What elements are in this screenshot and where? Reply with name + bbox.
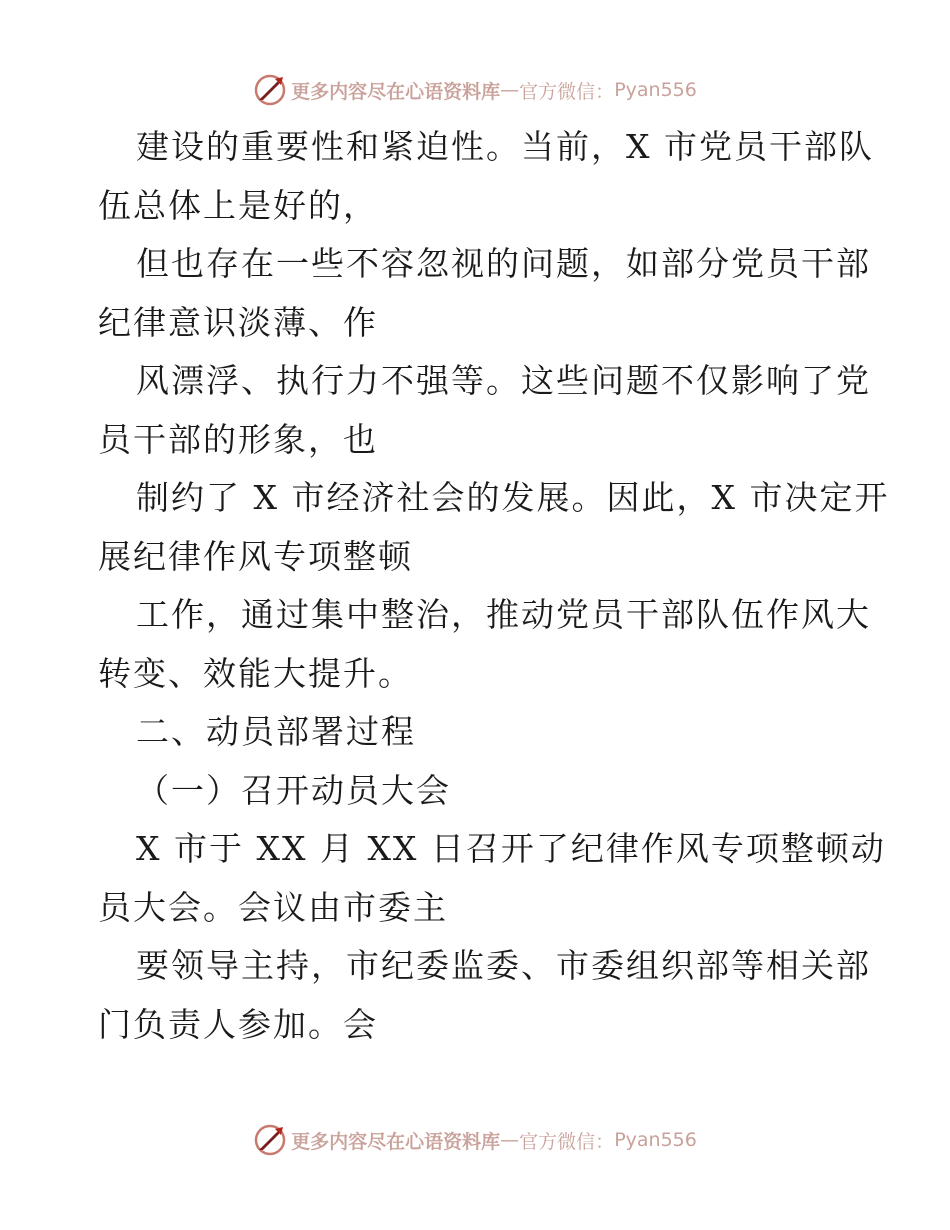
text-line: 风漂浮、执行力不强等。这些问题不仅影响了党 [136, 361, 871, 400]
watermark-dash: — [500, 79, 520, 101]
watermark-dash: — [500, 1129, 520, 1151]
watermark-site-text: 更多内容尽在心语资料库 [291, 80, 501, 103]
subsection-heading: （一）召开动员大会 [136, 770, 451, 810]
footer-watermark [0, 1120, 950, 1160]
quill-pen-logo-icon [253, 1123, 287, 1157]
watermark-wechat-label: 官方微信： [519, 1130, 615, 1153]
text-line: X 市于 XX 月 XX 日召开了纪律作风专项整顿动 [136, 829, 886, 868]
document-body [98, 118, 890, 1054]
text-line: 建设的重要性和紧迫性。当前，X 市党员干部队 [136, 127, 874, 166]
text-line: 展纪律作风专项整顿 [98, 536, 413, 576]
text-line: 要领导主持，市纪委监委、市委组织部等相关部 [136, 946, 871, 985]
section-heading: 二、动员部署过程 [136, 712, 416, 751]
watermark-site-text: 更多内容尽在心语资料库 [291, 1130, 501, 1153]
text-line: 纪律意识淡薄、作 [98, 302, 378, 342]
watermark-wechat-label: 官方微信： [519, 80, 615, 103]
quill-pen-logo-icon [253, 73, 287, 107]
text-line: 伍总体上是好的， [98, 185, 378, 225]
header-watermark [0, 70, 950, 110]
watermark-wechat-id: Pyan556 [614, 1129, 697, 1151]
text-line: 转变、效能大提升。 [98, 653, 413, 693]
text-line: 员大会。会议由市委主 [98, 887, 448, 927]
text-line: 但也存在一些不容忽视的问题，如部分党员干部 [136, 244, 871, 283]
text-line: 门负责人参加。会 [98, 1004, 378, 1044]
text-line: 员干部的形象，也 [98, 419, 378, 459]
text-line: 工作，通过集中整治，推动党员干部队伍作风大 [136, 595, 871, 634]
text-line: 制约了 X 市经济社会的发展。因此，X 市决定开 [136, 478, 890, 517]
watermark-wechat-id: Pyan556 [614, 79, 697, 101]
